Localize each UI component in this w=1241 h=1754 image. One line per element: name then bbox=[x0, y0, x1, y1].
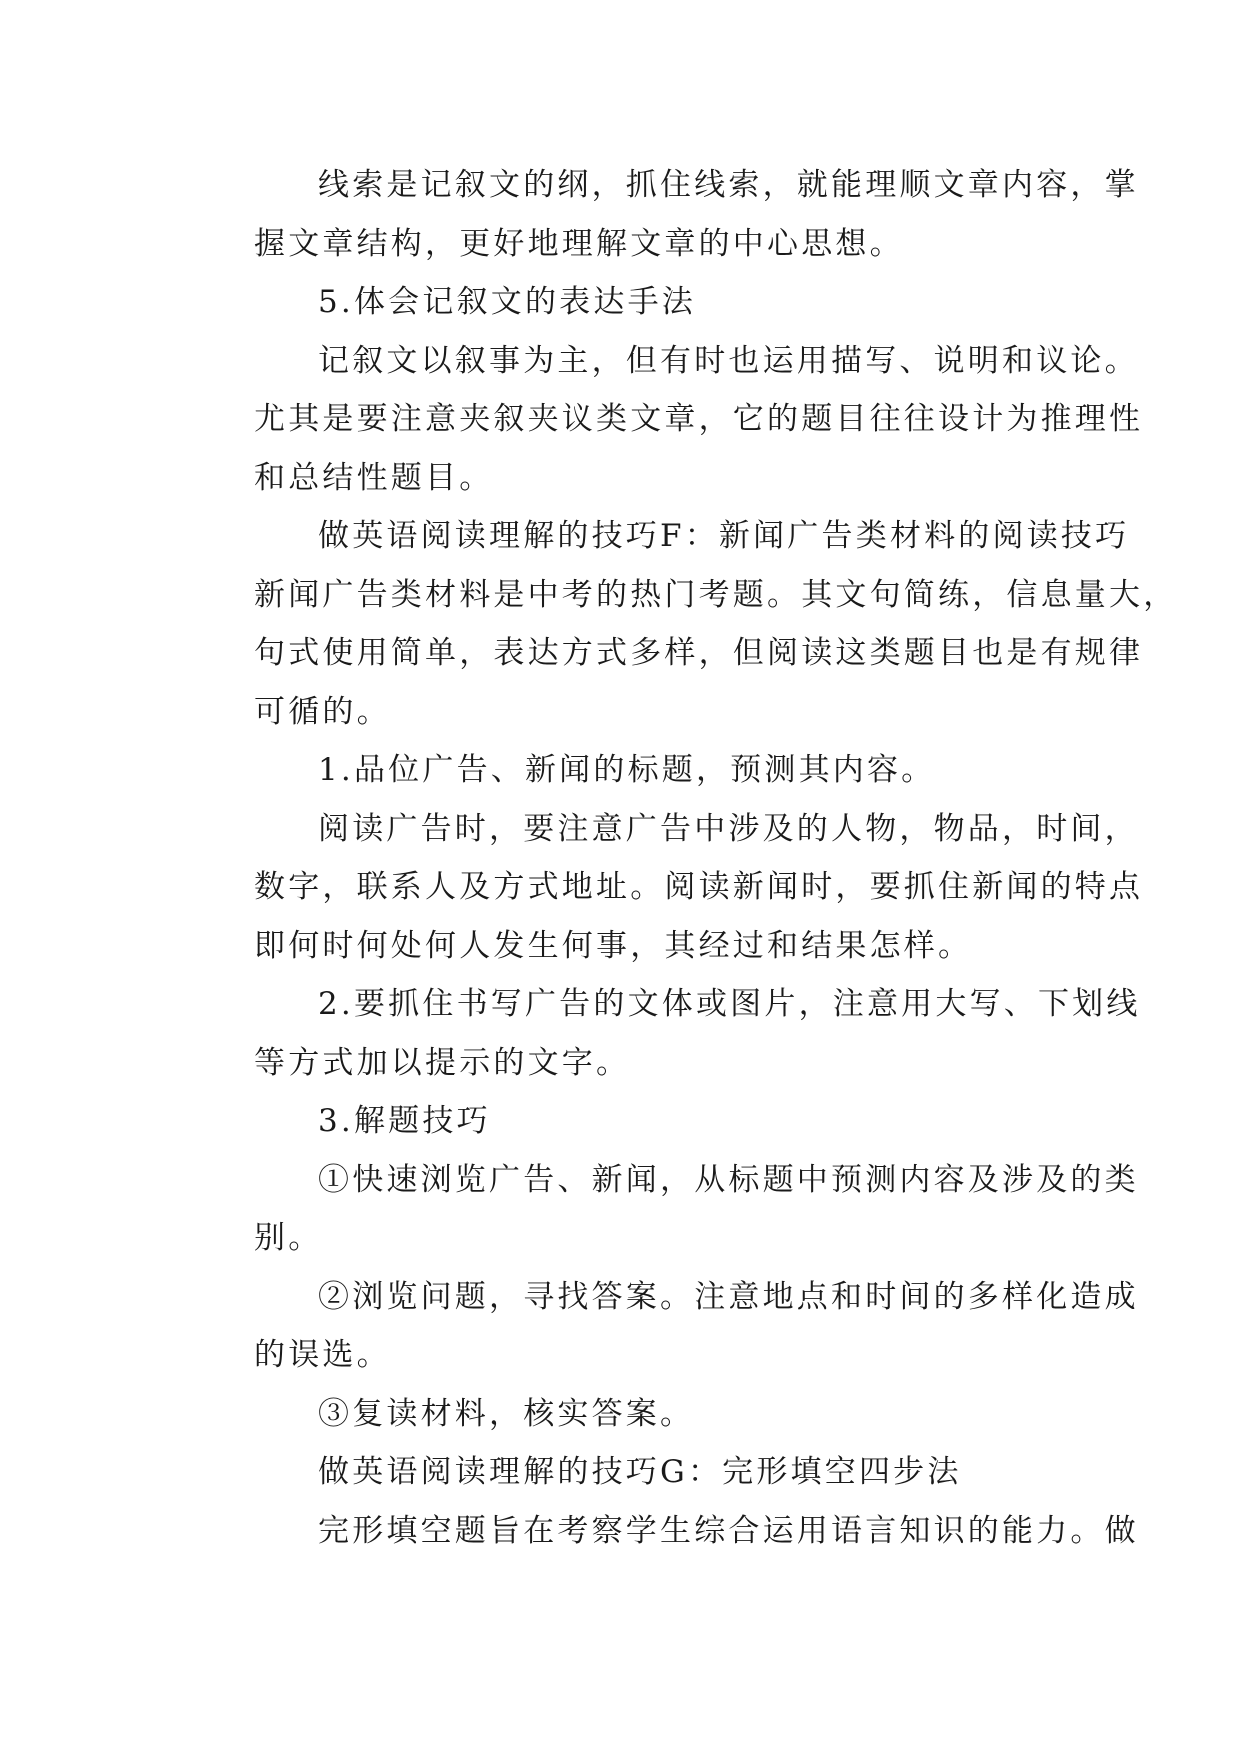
text-line: 即何时何处何人发生何事，其经过和结果怎样。 bbox=[254, 927, 973, 964]
text-line: 数字，联系人及方式地址。阅读新闻时，要抓住新闻的特点 bbox=[254, 869, 1144, 905]
text-line: 记叙文以叙事为主，但有时也运用描写、说明和议论。 bbox=[318, 342, 1139, 379]
text-line: 句式使用简单，表达方式多样，但阅读这类题目也是有规律 bbox=[254, 635, 1144, 671]
list-item: ②浏览问题，寻找答案。注意地点和时间的多样化造成 bbox=[318, 1278, 1139, 1315]
section-heading: 1.品位广告、新闻的标题，预测其内容。 bbox=[318, 752, 936, 788]
paragraph-8 bbox=[190, 1092, 1062, 1151]
text-line: 的误选。 bbox=[254, 1337, 391, 1373]
document-body bbox=[190, 156, 1178, 1560]
paragraph-5 bbox=[190, 741, 1062, 800]
text-line: 新闻广告类材料是中考的热门考题。其文句简练，信息量大， bbox=[254, 576, 1178, 613]
paragraph-10 bbox=[190, 1268, 1139, 1385]
paragraph-4 bbox=[190, 507, 1178, 741]
paragraph-7 bbox=[190, 975, 1141, 1092]
section-heading: 5.体会记叙文的表达手法 bbox=[318, 284, 696, 320]
text-line: 握文章结构，更好地理解文章的中心思想。 bbox=[254, 225, 904, 262]
text-line: 尤其是要注意夹叙夹议类文章，它的题目往往设计为推理性 bbox=[254, 401, 1144, 437]
text-line: 阅读广告时，要注意广告中涉及的人物，物品，时间， bbox=[318, 810, 1139, 847]
list-item: ①快速浏览广告、新闻，从标题中预测内容及涉及的类 bbox=[318, 1161, 1139, 1198]
text-line: 等方式加以提示的文字。 bbox=[254, 1044, 631, 1081]
list-item: ③复读材料，核实答案。 bbox=[318, 1395, 695, 1432]
paragraph-13 bbox=[190, 1502, 1139, 1561]
paragraph-3 bbox=[190, 332, 1144, 508]
text-line: 可循的。 bbox=[254, 693, 391, 730]
paragraph-6 bbox=[190, 800, 1144, 976]
section-heading: 做英语阅读理解的技巧G：完形填空四步法 bbox=[318, 1454, 962, 1490]
paragraph-11 bbox=[190, 1385, 1062, 1444]
text-line: 别。 bbox=[254, 1220, 323, 1256]
section-heading: 做英语阅读理解的技巧F：新闻广告类材料的阅读技巧 bbox=[318, 518, 1130, 554]
paragraph-12 bbox=[190, 1443, 1062, 1502]
section-heading: 3.解题技巧 bbox=[318, 1103, 491, 1139]
section-heading: 2.要抓住书写广告的文体或图片，注意用大写、下划线 bbox=[318, 986, 1141, 1022]
text-line: 线索是记叙文的纲，抓住线索，就能理顺文章内容，掌 bbox=[318, 167, 1139, 203]
text-line: 完形填空题旨在考察学生综合运用语言知识的能力。做 bbox=[318, 1512, 1139, 1549]
paragraph-2 bbox=[190, 273, 1062, 332]
paragraph-1 bbox=[190, 156, 1139, 273]
paragraph-9 bbox=[190, 1151, 1139, 1268]
text-line: 和总结性题目。 bbox=[254, 459, 494, 496]
